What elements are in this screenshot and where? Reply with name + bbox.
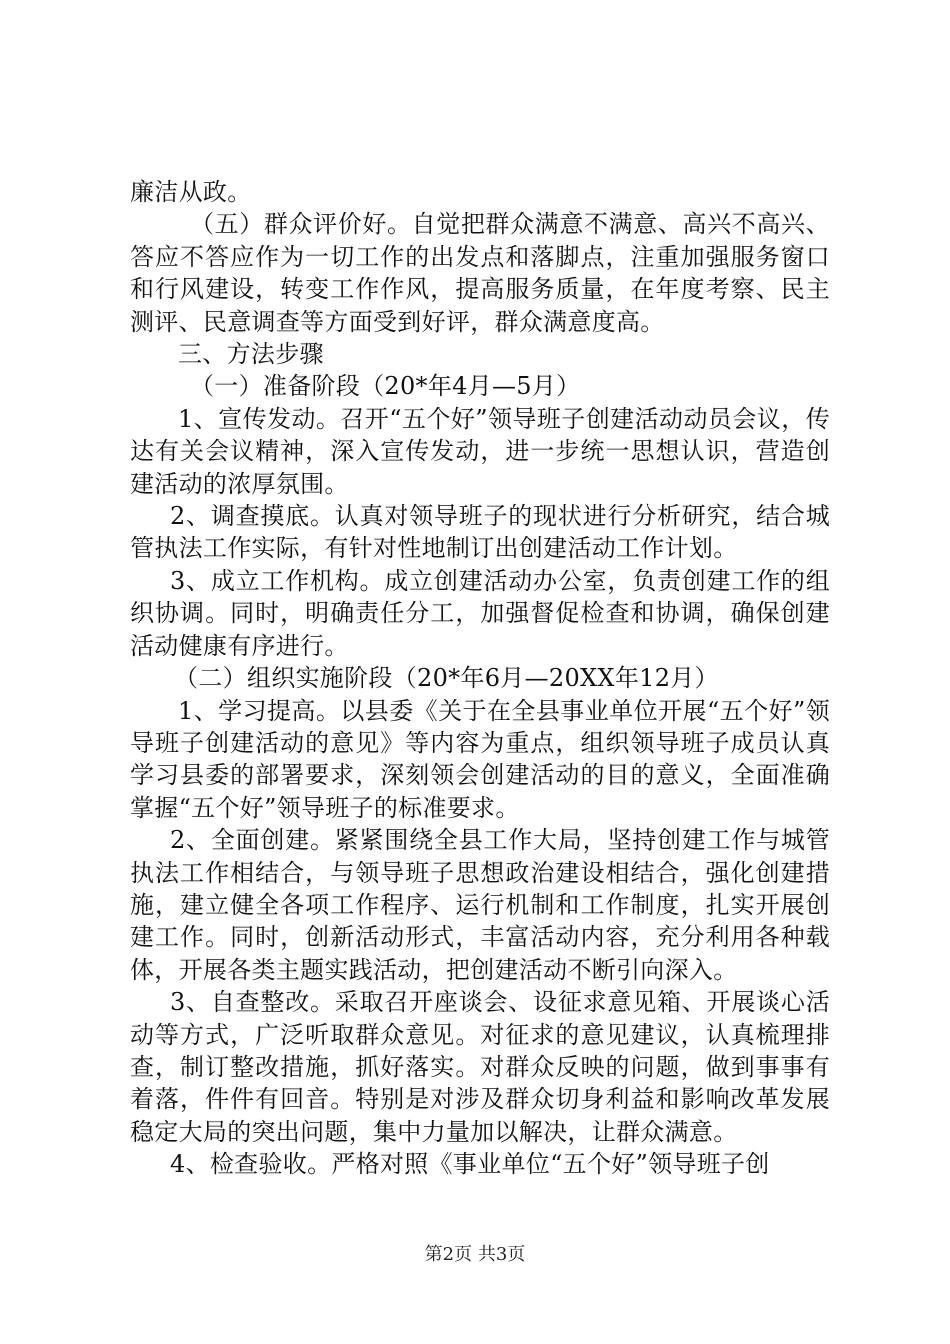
paragraph-build: 2、全面创建。紧紧围绕全县工作大局，坚持创建工作与城管执法工作相结合，与领导班子思想政治建设相结合，强化创建措施，建立健全各项工作程序、运行机制和工作制度，扎实开展创建工作。同时，创新活动形式，丰富活动内容，充分利用各种载体，开展各类主题实践活动，把创建活动不断引向深入。 (130, 826, 830, 984)
heading-methods: 三、方法步骤 (178, 340, 324, 369)
paragraph-inspection: 4、检查验收。严格对照《事业单位“五个好”领导班子创 (170, 1150, 770, 1179)
document-body (130, 176, 830, 1181)
heading-stage-implement: （二）组织实施阶段（20*年6月—20XX年12月） (174, 664, 719, 693)
page-footer: 第2页 共3页 (424, 1244, 526, 1265)
paragraph-continuation: 廉洁从政。 (130, 178, 252, 206)
paragraph-organization: 3、成立工作机构。成立创建活动办公室，负责创建工作的组织协调。同时，明确责任分工，加强督促检查和协调，确保创建活动健康有序进行。 (130, 566, 830, 660)
paragraph-survey: 2、调查摸底。认真对领导班子的现状进行分析研究，结合城管执法工作实际，有针对性地制订出创建活动工作计划。 (130, 502, 830, 563)
heading-stage-prepare: （一）准备阶段（20*年4月—5月） (190, 372, 581, 401)
paragraph-section-5: （五）群众评价好。自觉把群众满意不满意、高兴不高兴、答应不答应作为一切工作的出发点和落脚点，注重加强服务窗口和行风建设，转变工作作风，提高服务质量，在年度考察、民主测评、民意调查等方面受到好评，群众满意度高。 (130, 210, 830, 336)
paragraph-study: 1、学习提高。以县委《关于在全县事业单位开展“五个好”领导班子创建活动的意见》等内容为重点，组织领导班子成员认真学习县委的部署要求，深刻领会创建活动的目的意义，全面准确掌握“五个好”领导班子的标准要求。 (130, 696, 830, 822)
paragraph-publicity: 1、宣传发动。召开“五个好”领导班子创建活动动员会议，传达有关会议精神，深入宣传发动，进一步统一思想认识，营造创建活动的浓厚氛围。 (130, 404, 830, 498)
paragraph-self-check: 3、自查整改。采取召开座谈会、设征求意见箱、开展谈心活动等方式，广泛听取群众意见。对征求的意见建议，认真梳理排查，制订整改措施，抓好落实。对群众反映的问题，做到事事有着落，件件有回音。特别是对涉及群众切身利益和影响改革发展稳定大局的突出问题，集中力量加以解决，让群众满意。 (130, 988, 830, 1146)
